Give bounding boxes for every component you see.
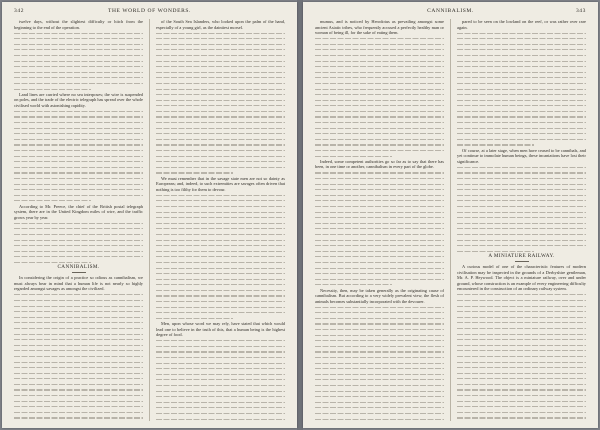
right-page-column-1 <box>315 19 444 421</box>
left-page-header <box>14 8 285 16</box>
right-page-number: 343 <box>575 8 586 14</box>
left-page-number: 342 <box>14 8 25 14</box>
cannibalism-intro-text: In considering the origin of a practice so odious as cannibalism, we must always bear in mind that a human life is not nearly so highly regarded amongst savages as amongst the civilized. <box>14 275 143 292</box>
right-col1-mid-text: Indeed, some competent authorities go so far as to say that there has been, in one time or another, cannibalism in every part of the globe. <box>315 158 444 170</box>
right-col1-end-text: Necessity, then, may be taken generally as the originating cause of cannibalism. But according to a very widely prevalent view, the flesh of animals becomes substantially incorporated with the devourer. <box>315 287 444 304</box>
miniature-railway-intro-text: A curious model of one of the characteristic features of modern civilisation may be inspected in the grounds of a Derbyshire gentleman, Mr. A. P. Heywood. The object is a miniature railway, over and under ground, whose construction is an example of every engineering difficulty encountered in the construction of an ordinary railway system. <box>457 264 586 292</box>
left-col2-body-lines-3 <box>156 338 285 421</box>
left-page <box>2 2 297 428</box>
right-column-rule <box>450 19 451 421</box>
right-col2-body-lines-3 <box>457 292 586 421</box>
left-col1-body-lines-3 <box>14 220 143 265</box>
right-page-column-2 <box>457 19 586 421</box>
left-column-rule <box>149 19 150 421</box>
left-col1-lead-text: Land lines are carried where no sea interposes; the wire is suspended on poles, and the trade of the electric telegraph has spread over the whole civilised world with astonishing rapidity. <box>14 91 143 108</box>
left-col2-end-text: Men, upon whose word we may rely, have stated that which would lead one to believe in the truth of this, that a human being is the highest degree of food. <box>156 321 285 338</box>
left-page-column-1 <box>14 19 143 421</box>
miniature-railway-heading: A MINIATURE RAILWAY. <box>488 252 555 259</box>
right-col2-body-lines <box>457 30 586 147</box>
left-col2-body-lines <box>156 30 285 175</box>
right-page <box>303 2 598 428</box>
left-col1-body-lines <box>14 30 143 92</box>
left-col1-body-lines-4 <box>14 292 143 421</box>
cannibalism-heading: CANNIBALISM. <box>57 264 100 271</box>
left-col1-top-text: twelve days, without the slightest difficulty or hitch from the beginning to the end of the operation. <box>14 19 143 30</box>
heading-divider <box>72 272 86 273</box>
right-col2-body-lines-2 <box>457 164 586 254</box>
left-col2-body-lines-2 <box>156 192 285 321</box>
left-page-column-2 <box>156 19 285 421</box>
left-col1-body-lines-2 <box>14 109 143 204</box>
right-col1-body-lines-3 <box>315 304 444 421</box>
right-running-title: CANNIBALISM. <box>427 8 474 14</box>
right-col2-top-text: pared to be seen on the lowland on the reef, or was rather over rare again. <box>457 19 586 30</box>
left-col2-top-text: of the South Sea Islanders, who looked upon the palm of the hand, especially of a young girl, as the daintiest morsel. <box>156 19 285 30</box>
right-col1-top-text: mumus, and is noticed by Herodotus as prevailing amongst some ancient Asiatic tribes, who frequently accused a perfectly healthy man or woman of being ill, for the sake of eating them. <box>315 19 444 36</box>
left-col2-mid-text: We must remember that in the savage state men are not so dainty as Europeans; and, indeed, to such extremities are savages often driven that nothing is too filthy for them to devour. <box>156 175 285 192</box>
left-running-title: THE WORLD OF WONDERS. <box>108 8 191 14</box>
right-col2-mid-text: Of course, at a later stage, when men have ceased to be cannibals, and yet continue to immolate human beings, these incantations have lost their significance. <box>457 147 586 164</box>
right-col1-body-lines <box>315 36 444 159</box>
right-page-header <box>315 8 586 16</box>
right-col1-body-lines-2 <box>315 170 444 287</box>
left-col1-footer-text: According to Mr. Preece, the chief of the British postal telegraph system, there are in the United Kingdom miles of wire, and the traffic grows year by year. <box>14 203 143 220</box>
heading-divider <box>515 261 529 262</box>
